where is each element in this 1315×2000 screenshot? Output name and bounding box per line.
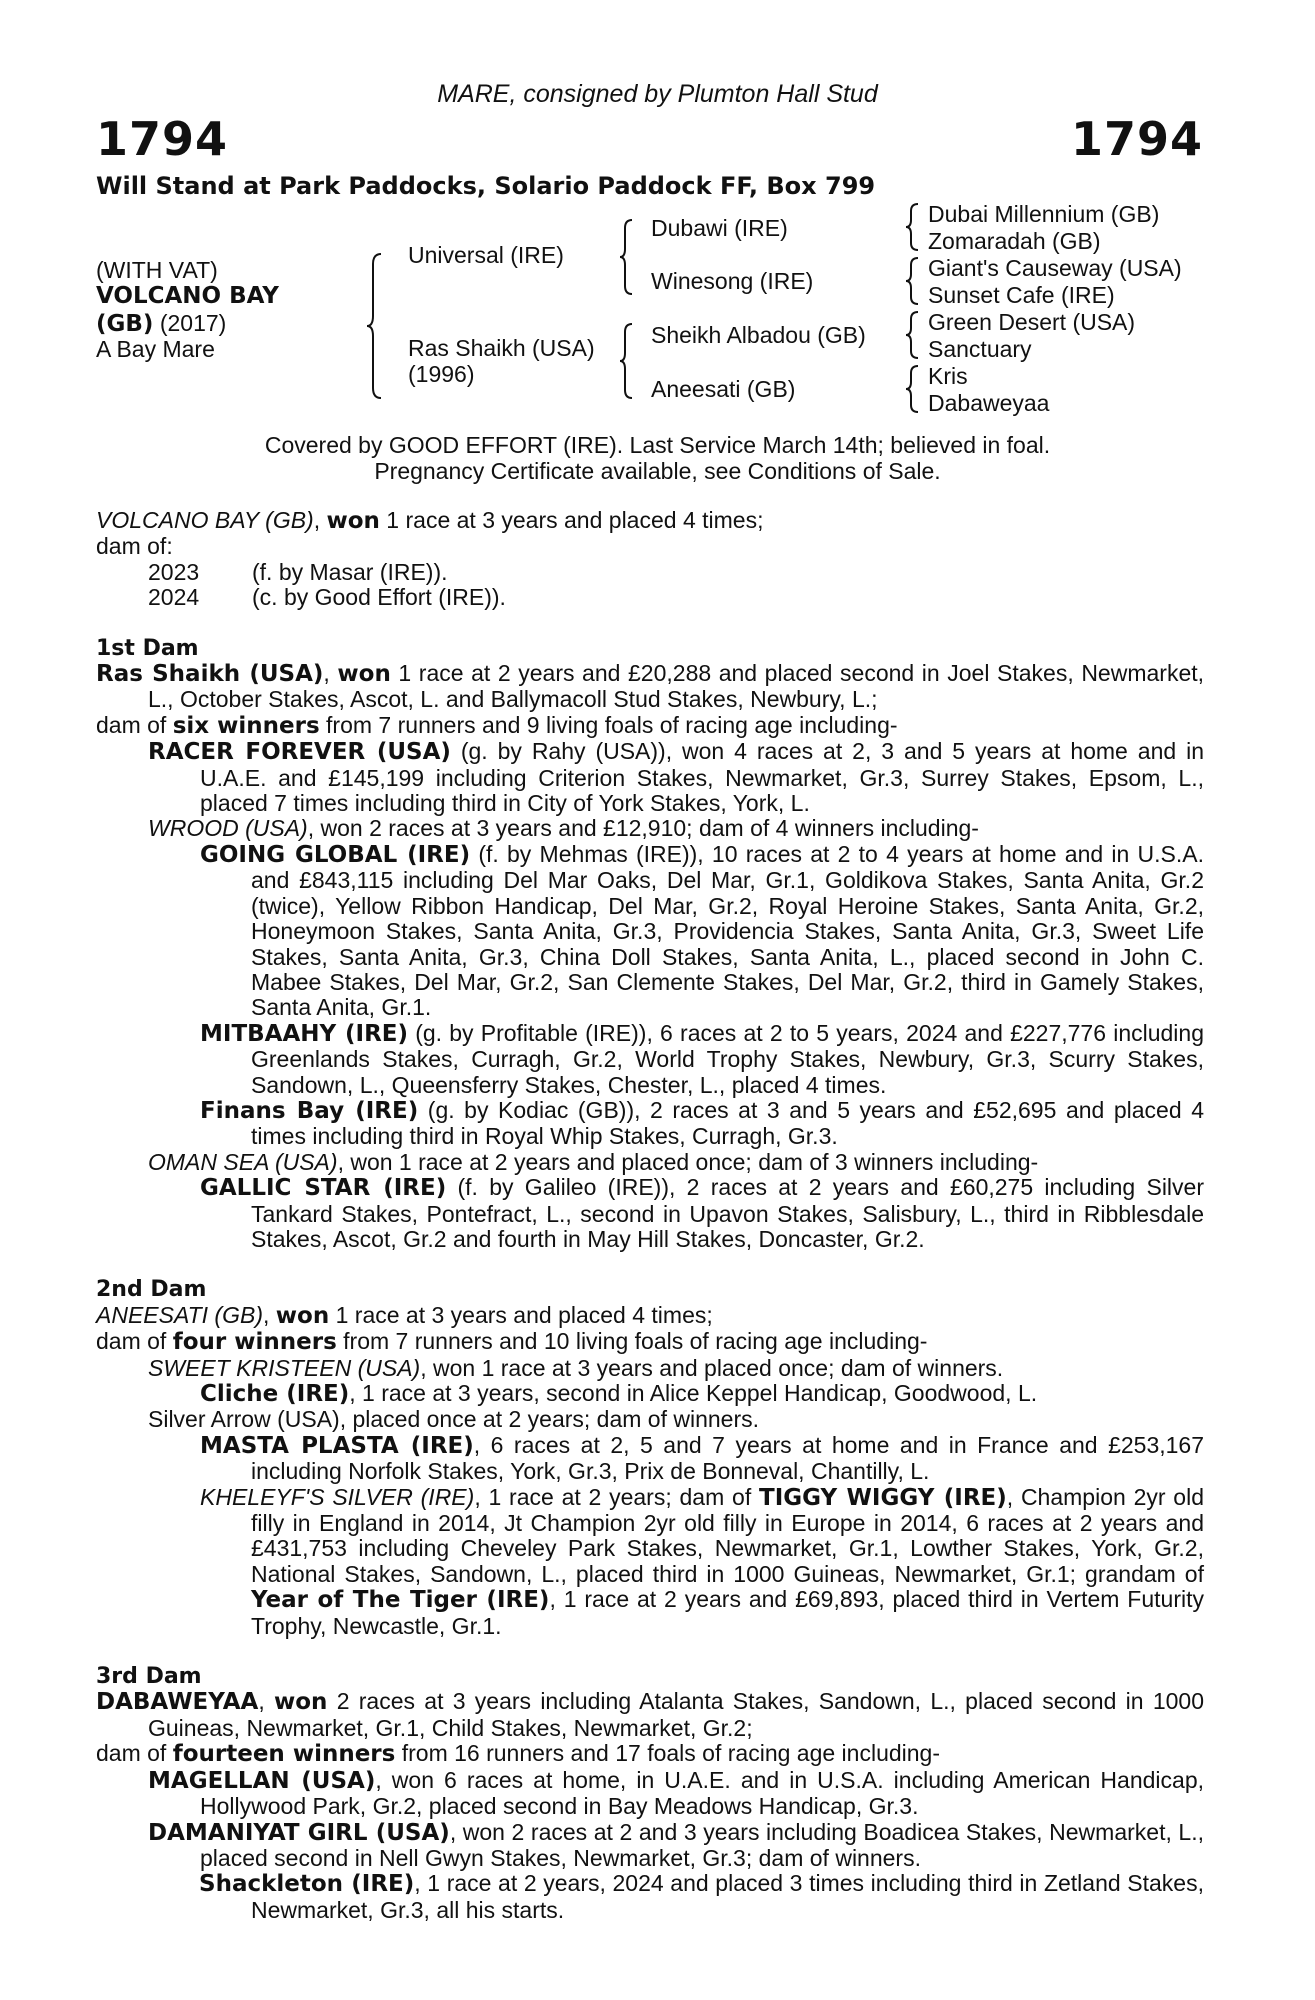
dam-of-suffix: from 16 runners and 17 foals of racing age including-: [395, 1740, 940, 1767]
pedigree-dam-dam: Aneesati (GB): [651, 376, 796, 402]
progeny-name: DAMANIYAT GIRL (USA): [148, 1819, 450, 1846]
produce-row: [96, 560, 1204, 585]
progeny-text: , won 2 races at 3 years and £12,910; dam of 4 winners including-: [307, 815, 979, 842]
pedigree-ddd: Dabaweyaa: [928, 390, 1050, 416]
grandprogeny-name: Year of The Tiger (IRE): [251, 1587, 550, 1614]
progeny-going-global: [96, 842, 1204, 1021]
pedigree-brace-sire: [618, 218, 636, 296]
progeny-text: (g. by Kodiac (GB)), 2 races at 3 and 5 years and £52,695 and placed 4 times including third in Royal Whip Stakes, Curragh, Gr.3.: [251, 1096, 1204, 1150]
progeny-masta-plasta: [96, 1433, 1204, 1485]
progeny-text: (f. by Mehmas (IRE)), 10 races at 2 to 4 years at home and in U.S.A. and £843,115 including Del Mar Oaks, Del Mar, Gr.1, Goldikova Stakes, Santa Anita, Gr.2 (twice), Yellow Ribbon Handicap, Del Mar, Gr.2, Royal Heroine Stakes, Santa Anita, Gr.2, Honeymoon Stakes, Santa Anita, Gr.3, Providencia Stakes, Santa Anita, Gr.3, Sweet Life Stakes, Santa Anita, Gr.3, China Doll Stakes, Santa Anita, L., placed second in John C. Mabee Stakes, Del Mar, Gr.2, San Clemente Stakes, Del Mar, Gr.2, third in Gamely Stakes, Santa Anita, Gr.1.: [251, 840, 1205, 1021]
progeny-text: , 6 races at 2, 5 and 7 years at home and in France and £253,167 including Norfolk Stakes, York, Gr.3, Prix de Bonneval, Chantilly, L.: [251, 1431, 1205, 1485]
third-dam-winners: fourteen winners: [172, 1741, 396, 1768]
pedigree-brace-4: [904, 364, 922, 414]
progeny-name: SWEET KRISTEEN (USA): [148, 1354, 421, 1381]
second-dam-text: 1 race at 3 years and placed 4 times;: [329, 1301, 713, 1328]
third-dam-record: DABAWEYAA, won 2 races at 3 years including Atalanta Stakes, Sandown, L., placed second in 1000 Guineas, Newmarket, Gr.1, Child Stakes, Newmarket, Gr.2;: [96, 1688, 1204, 1741]
progeny-shackleton: [96, 1871, 1204, 1923]
produce-text: (c. by Good Effort (IRE)).: [252, 584, 506, 611]
progeny-text: , 1 race at 3 years, second in Alice Keppel Handicap, Goodwood, L.: [349, 1380, 1038, 1406]
first-dam-heading: 1st Dam: [96, 635, 199, 661]
horse-name: VOLCANO BAY: [96, 283, 279, 309]
progeny-name: MASTA PLASTA (IRE): [200, 1432, 474, 1459]
pedigree-dam: Ras Shaikh (USA): [408, 335, 595, 361]
mare-won: won: [326, 508, 380, 534]
progeny-text: , won 1 race at 3 years and placed once; dam of winners.: [420, 1354, 1004, 1381]
progeny-name: GOING GLOBAL (IRE): [200, 841, 471, 868]
produce-row: [96, 585, 1204, 610]
third-dam-won: won: [274, 1689, 328, 1716]
mare-name: VOLCANO BAY (GB): [96, 507, 314, 533]
progeny-mitbaahy: [96, 1021, 1204, 1098]
first-dam-text: 1 race at 2 years and £20,288 and placed second in Joel Stakes, Newmarket, L., October Stakes, Ascot, L. and Ballymacoll Stud Stakes, Newbury, L.;: [148, 660, 1205, 713]
pedigree-brace-main: [365, 252, 387, 400]
pedigree-brace-1: [904, 202, 922, 252]
second-dam-won: won: [275, 1302, 330, 1329]
progeny-kheleyfs-silver: [96, 1485, 1204, 1639]
mare-record-text: 1 race at 3 years and placed 4 times;: [379, 507, 764, 533]
progeny-text: (g. by Rahy (USA)), won 4 races at 2, 3 and 5 years at home and in U.A.E. and £145,199 including Criterion Stakes, Newmarket, Gr.3, Surrey Stakes, Epsom, L., placed 7 times including third in City of York Stakes, York, L.: [200, 738, 1204, 817]
pedigree-dds: Kris: [928, 363, 968, 389]
pedigree-ssd: Zomaradah (GB): [928, 228, 1101, 254]
produce-year: 2024: [148, 584, 200, 611]
produce-year: 2023: [148, 558, 200, 585]
covering-note: [0, 432, 1315, 484]
progeny-name: OMAN SEA (USA): [148, 1148, 338, 1175]
progeny-name: Finans Bay (IRE): [200, 1097, 419, 1124]
second-dam-winners: four winners: [172, 1329, 337, 1356]
dam-of-prefix: dam of: [96, 1740, 173, 1767]
lot-number-left: 1794: [96, 112, 229, 166]
pedigree-brace-3: [904, 310, 922, 360]
pedigree-sire: Universal (IRE): [408, 242, 564, 268]
horse-description: A Bay Mare: [96, 336, 215, 362]
pedigree-dsd: Sanctuary: [928, 336, 1032, 362]
progeny-racer-forever: [96, 739, 1204, 816]
progeny-sweet-kristeen: [96, 1356, 1204, 1381]
dam-of-prefix: dam of: [96, 1328, 173, 1355]
dam-of-suffix: from 7 runners and 10 living foals of racing age including-: [336, 1328, 928, 1355]
progeny-text: , won 1 race at 2 years and placed once; dam of 3 winners including-: [337, 1148, 1039, 1175]
pedigree-sire-dam: Winesong (IRE): [651, 268, 814, 294]
vat-note: (WITH VAT): [96, 257, 218, 283]
second-dam-record: ANEESATI (GB), won 1 race at 3 years and placed 4 times;: [96, 1301, 713, 1329]
progeny-oman-sea: [96, 1150, 1204, 1175]
pedigree-dam-year: (1996): [408, 361, 475, 387]
lot-number-right: 1794: [1070, 112, 1203, 166]
dam-of-prefix: dam of: [96, 711, 173, 738]
second-dam-heading: 2nd Dam: [96, 1277, 207, 1303]
produce-text: (f. by Masar (IRE)).: [252, 558, 448, 585]
pedigree-sss: Dubai Millennium (GB): [928, 201, 1160, 227]
progeny-text: , Champion 2yr old filly in England in 2014, Jt Champion 2yr old filly in Europe in 2014, 6 races at 2 years and £431,753 including Cheveley Park Stakes, Newmarket, Gr.1, Lowther Stakes, York, Gr.2, National Stakes, Sandown, L., placed third in 1000 Guineas, Newmarket, Gr.1; grandam of: [251, 1483, 1204, 1587]
covering-line-2: Pregnancy Certificate available, see Conditions of Sale.: [374, 458, 941, 484]
first-dam-produce-summary: [96, 713, 1204, 739]
first-dam-record: Ras Shaikh (USA), won 1 race at 2 years and £20,288 and placed second in Joel Stakes, Newmarket, L., October Stakes, Ascot, L. and Ballymacoll Stud Stakes, Newbury, L.;: [96, 660, 1205, 713]
horse-year: (2017): [159, 310, 227, 336]
progeny-text: , 1 race at 2 years; dam of: [474, 1483, 759, 1510]
horse-country: (GB): [96, 311, 154, 337]
progeny-name: MAGELLAN (USA): [148, 1767, 376, 1794]
pedigree-body: [96, 508, 1204, 1923]
progeny-text: , 1 race at 2 years and £69,893, placed third in Vertem Futurity Trophy, Newcastle, Gr.1.: [251, 1586, 1204, 1639]
progeny-name: Cliche (IRE): [200, 1381, 350, 1407]
progeny-magellan: [96, 1768, 1204, 1820]
pedigree-sds: Giant's Causeway (USA): [928, 255, 1182, 281]
grandprogeny-name: TIGGY WIGGY (IRE): [759, 1484, 1007, 1511]
progeny-silver-arrow: Silver Arrow (USA), placed once at 2 years; dam of winners.: [148, 1406, 760, 1433]
pedigree-dam-sire: Sheikh Albadou (GB): [651, 322, 866, 348]
progeny-damaniyat-girl: [96, 1820, 1204, 1872]
progeny-wrood: [96, 816, 1204, 841]
pedigree-brace-2: [904, 256, 922, 306]
dam-of-suffix: from 7 runners and 9 living foals of racing age including-: [319, 711, 898, 738]
progeny-text: (f. by Galileo (IRE)), 2 races at 2 years and £60,275 including Silver Tankard Stakes, Pontefract, L., second in Upavon Stakes, Salisbury, L., third in Ribblesdale Stakes, Ascot, Gr.2 and fourth in May Hill Stakes, Doncaster, Gr.2.: [251, 1174, 1204, 1252]
progeny-text: , won 2 races at 2 and 3 years including Boadicea Stakes, Newmarket, L., placed second in Nell Gwyn Stakes, Newmarket, Gr.3; dam of winners.: [200, 1818, 1204, 1871]
stabling-location: Will Stand at Park Paddocks, Solario Paddock FF, Box 799: [96, 172, 876, 200]
progeny-name: GALLIC STAR (IRE): [200, 1175, 447, 1202]
progeny-name: KHELEYF'S SILVER (IRE): [200, 1483, 475, 1510]
first-dam-name: Ras Shaikh (USA): [96, 661, 324, 688]
horse-country-year: [96, 310, 226, 337]
pedigree-dss: Green Desert (USA): [928, 309, 1136, 335]
third-dam-produce-summary: [96, 1741, 1204, 1767]
progeny-name: RACER FOREVER (USA): [148, 739, 451, 766]
pedigree-brace-dam: [618, 322, 636, 400]
third-dam-heading: 3rd Dam: [96, 1664, 202, 1690]
covering-line-1: Covered by GOOD EFFORT (IRE). Last Service March 14th; believed in foal.: [264, 432, 1051, 458]
progeny-name: Shackleton (IRE): [199, 1871, 415, 1898]
third-dam-name: DABAWEYAA: [96, 1689, 259, 1716]
mare-dam-of: dam of:: [96, 533, 173, 560]
progeny-name: WROOD (USA): [148, 815, 308, 842]
progeny-cliche: [96, 1381, 1204, 1407]
progeny-text: (g. by Profitable (IRE)), 6 races at 2 to 5 years, 2024 and £227,776 including Greenlands Stakes, Curragh, Gr.2, World Trophy Stakes, Newbury, Gr.3, Scurry Stakes, Sandown, L., Queensferry Stakes, Chester, L., placed 4 times.: [251, 1019, 1204, 1098]
mare-record: VOLCANO BAY (GB), won 1 race at 3 years and placed 4 times;: [96, 507, 764, 534]
progeny-gallic-star: [96, 1175, 1204, 1252]
progeny-name: MITBAAHY (IRE): [200, 1020, 408, 1047]
consignor-line: MARE, consigned by Plumton Hall Stud: [437, 80, 878, 108]
pedigree-sire-sire: Dubawi (IRE): [651, 215, 788, 241]
first-dam-winners: six winners: [172, 712, 320, 739]
second-dam-produce-summary: [96, 1329, 1204, 1355]
progeny-text: , won 6 races at home, in U.A.E. and in U.S.A. including American Handicap, Hollywood Park, Gr.2, placed second in Bay Meadows Handicap, Gr.3.: [200, 1766, 1205, 1820]
second-dam-name: ANEESATI (GB): [96, 1301, 263, 1328]
pedigree-sdd: Sunset Cafe (IRE): [928, 282, 1115, 308]
first-dam-won: won: [337, 661, 391, 688]
progeny-finans-bay: [96, 1098, 1204, 1150]
third-dam-text: 2 races at 3 years including Atalanta Stakes, Sandown, L., placed second in 1000 Guineas, Newmarket, Gr.1, Child Stakes, Newmarket, Gr.2;: [148, 1688, 1204, 1741]
progeny-text: , 1 race at 2 years, 2024 and placed 3 times including third in Zetland Stakes, Newmarket, Gr.3, all his starts.: [251, 1870, 1204, 1923]
